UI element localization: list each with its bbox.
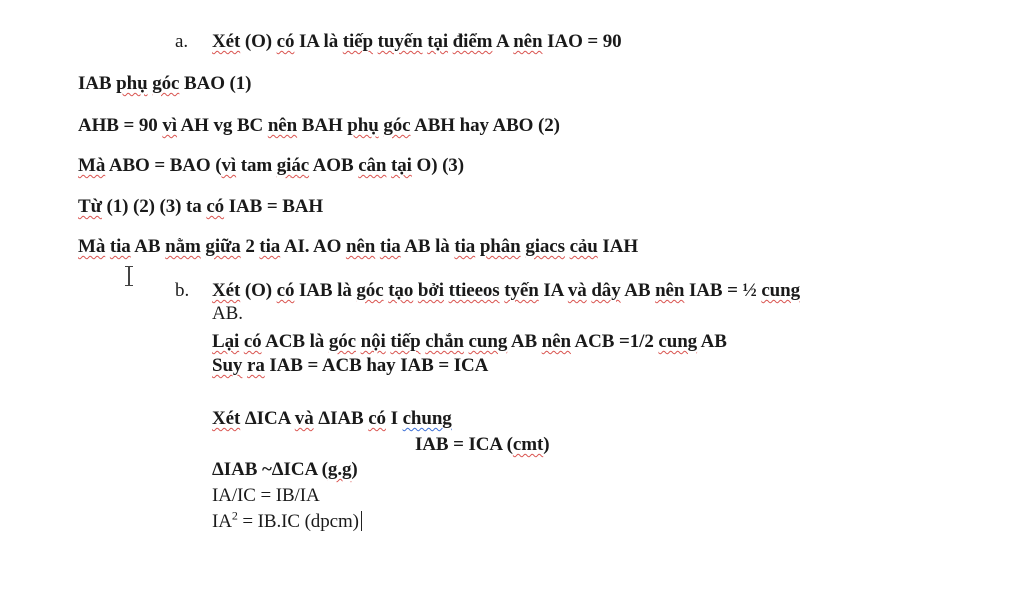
text-run: và [567,280,587,301]
text-run: A [492,31,514,52]
text-line [212,280,800,302]
text-run: có [243,331,262,352]
text-run: (1) (2) (3) ta [101,196,207,217]
text-run: g.g [327,459,352,480]
text-run: góc [356,280,384,301]
text-run: tuyến [377,31,423,52]
text-run: AOB [309,155,359,176]
text-run: tia [109,236,131,257]
text-run: góc [152,73,180,94]
text-run: ra [247,355,265,376]
text-run: nên [345,236,376,257]
text-line [212,31,622,53]
text-line [212,331,727,353]
text-run: và [294,408,314,429]
text-run: Từ [78,196,102,217]
text-run: (O) [240,280,277,301]
text-run: AB. [212,303,243,324]
text-run: góc [383,115,411,136]
text-run: phụ [116,73,148,94]
text-run: cân [358,155,387,176]
text-run: cảu [569,236,598,257]
text-run: cung [658,331,698,352]
text-run: AB là [400,236,455,257]
text-run: IAB = BAH [224,196,324,217]
text-run: tại [391,155,412,176]
text-line [212,408,452,430]
text-run: AB [620,280,656,301]
text-run: tại [427,31,449,52]
text-run: IAB = ICA ( [415,434,513,455]
text-run: IAB [78,73,117,94]
text-run: nên [541,331,571,352]
text-line [212,355,488,377]
text-run: phụ [347,115,379,136]
text-run: giác [276,155,310,176]
text-run: BAO (1) [179,73,252,94]
list-marker-a: a. [175,31,189,52]
text-run: nội [360,331,386,352]
text-run: AB [130,236,166,257]
text-run: giacs [525,236,565,257]
text-caret [361,511,362,531]
text-run: IA/IC = IB/IA [212,485,320,506]
text-run: AB [697,331,727,352]
text-line [212,508,362,533]
text-run: = IB.IC (dpcm) [237,511,359,532]
text-run: AB [507,331,542,352]
text-run: ABO = BAO ( [105,155,222,176]
text-run: điểm [452,31,493,52]
text-run: nên [655,280,685,301]
text-run: ) [351,459,358,480]
text-run: nên [267,115,298,136]
text-run: AH vg BC [176,115,268,136]
text-run: AI. AO [280,236,346,257]
text-run: tạo [388,280,414,301]
text-line [78,115,560,137]
text-run: IAO = 90 [542,31,622,52]
text-run: nằm [165,236,201,257]
text-line [78,155,464,177]
text-line [212,459,358,481]
text-run: Mà [78,236,106,257]
text-run: phân [479,236,521,257]
text-run: IA [538,280,568,301]
text-run: giữa [205,236,241,257]
text-run: có [368,408,386,429]
text-run: IAB = ½ [684,280,762,301]
text-line [212,485,320,507]
text-run: có [276,31,295,52]
text-run: tiếp [342,31,373,52]
text-run: tam [236,155,277,176]
text-run: Mà [78,155,106,176]
text-run: IA là [294,31,343,52]
text-run: cmt [512,434,544,455]
text-run: IAB là [294,280,357,301]
text-run: IAH [597,236,639,257]
text-run: nên [513,31,543,52]
text-run: (O) [240,31,277,52]
text-cursor-icon [126,266,132,286]
text-run: IAB = ACB hay IAB = ICA [264,355,489,376]
text-run: vì [162,115,177,136]
text-run: AHB = 90 [78,115,163,136]
text-run: Lại [212,331,240,352]
text-run: tia [454,236,476,257]
text-run: cung [761,280,800,301]
text-line [78,196,323,218]
text-run: Xét [212,280,241,301]
text-line [78,236,638,258]
text-run: có [276,280,295,301]
text-run: O) (3) [411,155,464,176]
text-run: chắn [425,331,464,352]
text-run: bởi [417,280,444,301]
text-run: góc [328,331,356,352]
text-run: BAH [297,115,348,136]
text-line [78,73,251,95]
text-run: ACB là [261,331,329,352]
superscript: 2 [231,508,238,523]
text-run: tia [379,236,401,257]
text-run: vì [221,155,237,176]
text-run: Suy [212,355,243,376]
text-run: có [206,196,225,217]
list-marker-b: b. [175,280,190,301]
text-run: ACB =1/2 [570,331,659,352]
text-run: 2 [240,236,260,257]
text-run: ΔIAB ~ΔICA ( [212,459,328,480]
text-line [415,434,549,456]
text-run: cung [468,331,508,352]
text-run: ) [543,434,550,455]
text-run: tyến [504,280,539,301]
text-run: tia [259,236,281,257]
text-line [212,303,243,325]
text-run: tiếp [390,331,421,352]
text-run: I [385,408,403,429]
text-run: Xét [212,31,241,52]
text-run: Xét [212,408,241,429]
text-run: IA [212,511,232,532]
text-run: ΔICA [240,408,295,429]
text-run: dây [591,280,621,301]
text-run: chung [402,408,452,429]
text-run: ABH hay ABO (2) [410,115,560,136]
text-run: ΔIAB [313,408,369,429]
text-run: ttieeos [448,280,500,301]
